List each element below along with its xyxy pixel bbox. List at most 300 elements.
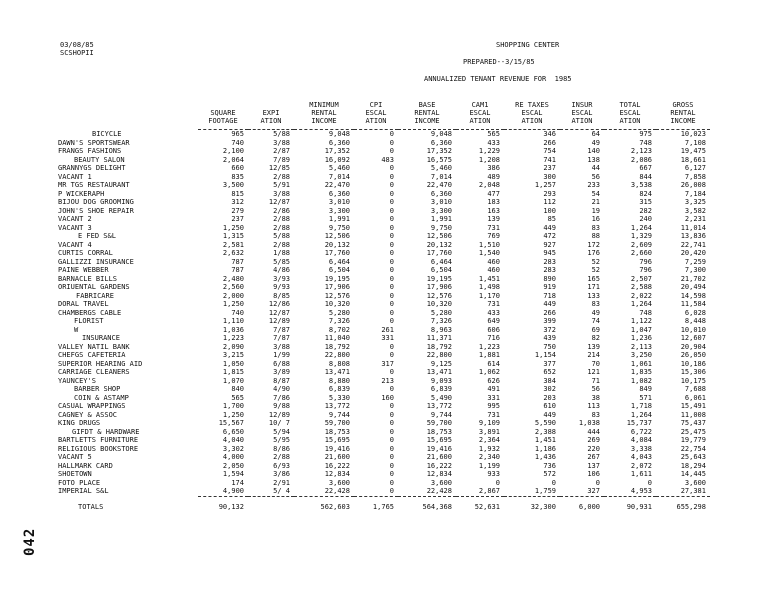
table-cell: 1,038: [578, 419, 600, 427]
table-row: [58, 377, 710, 386]
table-cell: 15,695: [426, 436, 452, 444]
report-title: SHOPPING CENTER: [496, 41, 560, 49]
table-cell: 165: [587, 274, 600, 283]
table-cell: 13,471: [324, 368, 350, 376]
tenant-name: VALLEY NATIL BANK: [58, 342, 130, 351]
table-cell: 5,590: [534, 419, 556, 427]
table-cell: 1,122: [630, 317, 652, 325]
table-cell: 736: [543, 461, 556, 470]
tenant-name: MR TGS RESTAURANT: [58, 181, 130, 189]
table-cell: 444: [587, 427, 600, 436]
table-cell: 5,280: [328, 308, 350, 317]
table-cell: 919: [543, 283, 556, 291]
totals-cell: [248, 496, 294, 513]
table-cell: 18,753: [426, 427, 452, 436]
table-cell: 2/86: [273, 206, 290, 215]
table-cell: 1/88: [273, 249, 290, 257]
table-cell: 74: [591, 317, 600, 325]
table-cell: 0: [389, 402, 394, 410]
table-cell: 2,022: [630, 291, 652, 300]
table-cell: 1,436: [534, 453, 556, 461]
table-cell: 12,506: [426, 232, 452, 240]
tenant-name: BICYCLE: [92, 129, 122, 138]
table-cell: 13,471: [426, 368, 452, 376]
table-cell: 7,014: [328, 172, 350, 181]
table-cell: 266: [543, 138, 556, 147]
table-cell: 75,437: [680, 419, 706, 427]
tenant-name: CURTIS CORRAL: [58, 249, 113, 257]
table-cell: 12/87: [268, 198, 290, 206]
tenant-name: HALLMARK CARD: [58, 461, 113, 470]
table-cell: 0: [389, 419, 394, 427]
tenant-revenue-table: [58, 91, 710, 513]
table-cell: 267: [587, 453, 600, 461]
table-cell: 83: [591, 300, 600, 308]
table-cell: 12/86: [268, 300, 290, 308]
table-cell: 282: [639, 206, 652, 215]
table-cell: 160: [381, 393, 394, 402]
table-cell: 5,490: [430, 393, 452, 402]
table-cell: 7/87: [273, 334, 290, 342]
table-cell: 0: [595, 478, 600, 487]
table-cell: 3,600: [430, 478, 452, 487]
table-cell: 3/86: [273, 470, 290, 478]
table-cell: 1,540: [478, 249, 500, 257]
table-row: [58, 436, 710, 445]
table-cell: 372: [543, 325, 556, 334]
table-cell: 18,792: [426, 342, 452, 351]
table-cell: 2,560: [222, 283, 244, 291]
table-cell: 399: [543, 317, 556, 325]
table-row: [58, 479, 710, 488]
table-cell: 54: [591, 189, 600, 198]
table-cell: 12,607: [680, 334, 706, 342]
table-cell: 433: [487, 138, 500, 147]
table-cell: 433: [487, 308, 500, 317]
table-cell: 64: [591, 130, 600, 138]
table-cell: 0: [389, 232, 394, 240]
table-cell: 0: [389, 206, 394, 215]
table-cell: 5/88: [273, 232, 290, 240]
table-row: [58, 181, 710, 190]
table-cell: 6,464: [430, 257, 452, 266]
table-cell: 4,953: [630, 487, 652, 495]
table-cell: 0: [389, 427, 394, 436]
column-header: MINIMUM RENTAL INCOME: [309, 101, 339, 125]
table-cell: 214: [587, 351, 600, 359]
table-cell: 2,100: [222, 147, 244, 155]
table-cell: 1,510: [478, 240, 500, 249]
tenant-name: ORIUENTAL GARDENS: [58, 283, 130, 291]
table-cell: 610: [543, 402, 556, 410]
table-cell: 16: [591, 215, 600, 223]
table-cell: 1,236: [630, 334, 652, 342]
table-cell: 606: [487, 325, 500, 334]
table-cell: 12/87: [268, 308, 290, 317]
table-cell: 237: [231, 215, 244, 223]
table-cell: 1,451: [534, 436, 556, 444]
tenant-name: KING DRUGS: [58, 419, 101, 427]
table-cell: 137: [587, 461, 600, 470]
table-cell: 312: [231, 198, 244, 206]
table-cell: 139: [587, 342, 600, 351]
table-cell: 1,250: [222, 410, 244, 419]
column-header: CAM1 ESCAL ATION: [469, 101, 491, 125]
table-cell: 331: [381, 334, 394, 342]
table-cell: 731: [487, 223, 500, 232]
table-cell: 1,257: [534, 181, 556, 189]
table-cell: 0: [389, 223, 394, 232]
table-cell: 8,448: [684, 317, 706, 325]
table-row: [58, 487, 710, 496]
table-cell: 6,061: [684, 393, 706, 402]
table-cell: 927: [543, 240, 556, 249]
tenant-name: IMPERIAL S&L: [58, 487, 109, 496]
tenant-name: INSURANCE: [82, 334, 120, 342]
tenant-name: VACANT 5: [58, 453, 92, 461]
table-cell: 754: [543, 147, 556, 155]
table-cell: 56: [591, 172, 600, 181]
table-row: [58, 428, 710, 437]
table-cell: 5,330: [328, 393, 350, 402]
table-cell: 2,086: [630, 155, 652, 164]
table-cell: 233: [587, 181, 600, 189]
table-cell: 2,090: [222, 342, 244, 351]
table-cell: 0: [389, 461, 394, 470]
table-cell: 489: [487, 172, 500, 181]
table-cell: 106: [587, 470, 600, 478]
table-cell: 2,507: [630, 274, 652, 283]
column-header: BASE RENTAL INCOME: [414, 101, 440, 125]
table-cell: 2,340: [478, 453, 500, 461]
table-cell: 18,753: [324, 427, 350, 436]
table-cell: 10/ 7: [268, 419, 290, 427]
table-cell: 15,695: [324, 436, 350, 444]
table-cell: 82: [591, 334, 600, 342]
table-cell: 2,364: [478, 436, 500, 444]
table-cell: 25,475: [680, 427, 706, 436]
table-row: [58, 241, 710, 250]
table-cell: 113: [587, 402, 600, 410]
table-cell: 2,609: [630, 240, 652, 249]
table-cell: 112: [543, 198, 556, 206]
tenant-name: YAUNCEY'S: [58, 376, 96, 385]
table-cell: 460: [487, 266, 500, 274]
table-cell: 1,229: [478, 147, 500, 155]
table-cell: 8,808: [328, 359, 350, 368]
table-cell: 19,416: [324, 444, 350, 453]
table-cell: 20,420: [680, 249, 706, 257]
table-cell: 20,132: [426, 240, 452, 249]
table-cell: 5,460: [328, 164, 350, 172]
table-cell: 176: [587, 249, 600, 257]
table-row: [58, 258, 710, 267]
column-header-row: [58, 91, 710, 125]
table-cell: 18,294: [680, 461, 706, 470]
totals-cell: 1,765: [354, 496, 398, 513]
table-cell: 203: [543, 393, 556, 402]
table-cell: 377: [543, 359, 556, 368]
table-cell: 2/88: [273, 172, 290, 181]
table-cell: 1,062: [478, 368, 500, 376]
totals-cell: 90,931: [604, 496, 656, 513]
table-cell: 849: [639, 385, 652, 393]
table-cell: 1,611: [630, 470, 652, 478]
table-cell: 2,660: [630, 249, 652, 257]
table-cell: 5/ 4: [273, 487, 290, 495]
table-cell: 3,250: [630, 351, 652, 359]
table-cell: 0: [389, 147, 394, 155]
table-cell: 1,047: [630, 325, 652, 334]
table-cell: 14,598: [680, 291, 706, 300]
table-cell: 237: [543, 164, 556, 172]
table-cell: 3,891: [478, 427, 500, 436]
table-cell: 6,464: [328, 257, 350, 266]
table-cell: 17,352: [324, 147, 350, 155]
table-cell: 3,300: [430, 206, 452, 215]
table-cell: 18,661: [680, 155, 706, 164]
table-cell: 660: [231, 164, 244, 172]
table-row: [58, 198, 710, 207]
table-cell: 4/86: [273, 266, 290, 274]
table-cell: 10,175: [680, 376, 706, 385]
table-cell: 4,043: [630, 453, 652, 461]
table-cell: 10,320: [324, 300, 350, 308]
table-cell: 748: [639, 308, 652, 317]
table-cell: 138: [587, 155, 600, 164]
table-cell: 7,014: [430, 172, 452, 181]
table-cell: 21: [591, 198, 600, 206]
table-cell: 6,360: [430, 138, 452, 147]
table-cell: 667: [639, 164, 652, 172]
table-cell: 11,008: [680, 410, 706, 419]
table-row: [58, 207, 710, 216]
table-cell: 59,700: [426, 419, 452, 427]
table-cell: 0: [389, 351, 394, 359]
tenant-name: JOHN'S SHOE REPAIR: [58, 206, 134, 215]
table-cell: 1,991: [328, 215, 350, 223]
table-cell: 17,906: [324, 283, 350, 291]
table-cell: 0: [389, 342, 394, 351]
table-cell: 7/89: [273, 155, 290, 164]
table-cell: 1/99: [273, 351, 290, 359]
table-cell: 20,132: [324, 240, 350, 249]
table-cell: 21,702: [680, 274, 706, 283]
table-cell: 769: [487, 232, 500, 240]
table-cell: 1,932: [478, 444, 500, 453]
table-cell: 0: [389, 291, 394, 300]
table-row: [58, 215, 710, 224]
prepared-date: PREPARED--3/15/85: [463, 58, 535, 66]
table-cell: 2/88: [273, 453, 290, 461]
table-cell: 220: [587, 444, 600, 453]
table-cell: 1,759: [534, 487, 556, 495]
table-cell: 22,741: [680, 240, 706, 249]
tenant-name: FABRICARE: [76, 291, 114, 300]
table-cell: 7,108: [684, 138, 706, 147]
table-cell: 269: [587, 436, 600, 444]
table-cell: 6,360: [430, 189, 452, 198]
table-cell: 9,750: [430, 223, 452, 232]
table-cell: 2,072: [630, 461, 652, 470]
table-cell: 2,113: [630, 342, 652, 351]
table-cell: 1,315: [222, 232, 244, 240]
table-cell: 8,702: [328, 325, 350, 334]
column-header: INSUR ESCAL ATION: [571, 101, 593, 125]
table-row: [58, 164, 710, 173]
table-cell: 1,199: [478, 461, 500, 470]
table-cell: 3,302: [222, 444, 244, 453]
table-cell: 0: [389, 385, 394, 393]
table-cell: 933: [487, 470, 500, 478]
table-cell: 15,567: [218, 419, 244, 427]
totals-cell: 655,298: [656, 496, 710, 513]
table-cell: 6,504: [328, 266, 350, 274]
table-cell: 0: [389, 130, 394, 138]
table-cell: 0: [389, 164, 394, 172]
table-cell: 0: [389, 181, 394, 189]
table-cell: 163: [487, 206, 500, 215]
table-cell: 15,306: [680, 368, 706, 376]
table-cell: 2,480: [222, 274, 244, 283]
table-cell: 0: [389, 308, 394, 317]
table-cell: 439: [543, 334, 556, 342]
totals-cell: 90,132: [198, 496, 248, 513]
table-cell: 7,300: [684, 266, 706, 274]
table-cell: 449: [543, 410, 556, 419]
tenant-name: PAINE WEBBER: [58, 266, 109, 274]
table-cell: 5/88: [273, 130, 290, 138]
table-cell: 52: [591, 257, 600, 266]
totals-cell: 32,300: [504, 496, 560, 513]
table-row: [58, 130, 710, 139]
table-cell: 1,250: [222, 223, 244, 232]
table-cell: 140: [587, 147, 600, 155]
table-cell: 2,000: [222, 291, 244, 300]
table-cell: 3,600: [684, 478, 706, 487]
table-cell: 315: [639, 198, 652, 206]
table-cell: 22,470: [426, 181, 452, 189]
table-cell: 100: [543, 206, 556, 215]
table-row: [58, 249, 710, 258]
table-cell: 9,125: [430, 359, 452, 368]
table-cell: 6,839: [328, 385, 350, 393]
totals-cell: 6,000: [560, 496, 604, 513]
table-cell: 4,084: [630, 436, 652, 444]
table-row: [58, 300, 710, 309]
table-cell: 1,082: [630, 376, 652, 385]
table-cell: 300: [543, 172, 556, 181]
table-cell: 17,352: [426, 147, 452, 155]
table-cell: 2/87: [273, 147, 290, 155]
table-cell: 3,010: [328, 198, 350, 206]
table-row: [58, 326, 710, 335]
table-cell: 26,008: [680, 181, 706, 189]
table-cell: 384: [543, 376, 556, 385]
table-cell: 266: [543, 308, 556, 317]
table-cell: 9/93: [273, 283, 290, 291]
table-cell: 346: [543, 130, 556, 138]
table-row: [58, 462, 710, 471]
table-cell: 2,231: [684, 215, 706, 223]
table-row: [58, 292, 710, 301]
table-cell: 8/85: [273, 291, 290, 300]
table-cell: 171: [587, 283, 600, 291]
table-row: [58, 190, 710, 199]
table-cell: 293: [543, 189, 556, 198]
table-cell: 22,800: [426, 351, 452, 359]
table-cell: 11,040: [324, 334, 350, 342]
table-cell: 1,264: [630, 410, 652, 419]
table-row: [58, 385, 710, 394]
table-cell: 49: [591, 138, 600, 147]
table-cell: 19,195: [426, 274, 452, 283]
table-cell: 5/94: [273, 427, 290, 436]
table-row: [58, 283, 710, 292]
table-cell: 731: [487, 300, 500, 308]
table-cell: 19,475: [680, 147, 706, 155]
tenant-name: VACANT 2: [58, 215, 92, 223]
table-cell: 13,836: [680, 232, 706, 240]
table-cell: 283: [543, 257, 556, 266]
table-cell: 19,195: [324, 274, 350, 283]
table-cell: 2,048: [478, 181, 500, 189]
table-row: [58, 351, 710, 360]
table-cell: 796: [639, 257, 652, 266]
table-cell: 2/88: [273, 223, 290, 232]
tenant-name: SUPERIOR HEARING AID: [58, 359, 143, 368]
table-cell: 386: [487, 164, 500, 172]
table-cell: 571: [639, 393, 652, 402]
table-cell: 0: [389, 189, 394, 198]
table-cell: 3/93: [273, 274, 290, 283]
table-cell: 1,250: [222, 300, 244, 308]
table-cell: 3/88: [273, 342, 290, 351]
table-cell: 22,428: [324, 487, 350, 495]
table-row: [58, 343, 710, 352]
table-cell: 649: [487, 317, 500, 325]
table-cell: 5,280: [430, 308, 452, 317]
table-cell: 0: [495, 478, 500, 487]
table-cell: 8/86: [273, 444, 290, 453]
table-cell: 740: [231, 308, 244, 317]
tenant-name: P WICKERAPH: [58, 189, 105, 198]
table-cell: 10,023: [680, 130, 706, 138]
table-cell: 133: [587, 291, 600, 300]
table-cell: 4,000: [222, 453, 244, 461]
table-cell: 7/86: [273, 393, 290, 402]
tenant-name: BARBER SHOP: [74, 385, 121, 393]
table-cell: 3,010: [430, 198, 452, 206]
table-cell: 0: [389, 317, 394, 325]
table-cell: 13,772: [324, 402, 350, 410]
tenant-name: DORAL TRAVEL: [58, 300, 109, 308]
column-header: [58, 91, 198, 125]
table-cell: 1,264: [630, 300, 652, 308]
table-cell: 13,772: [426, 402, 452, 410]
table-cell: 1,451: [478, 274, 500, 283]
table-cell: 483: [381, 155, 394, 164]
table-cell: 1,154: [534, 351, 556, 359]
table-cell: 449: [543, 223, 556, 232]
table-cell: 5/91: [273, 181, 290, 189]
tenant-name: VACANT 1: [58, 172, 92, 181]
table-cell: 6,839: [430, 385, 452, 393]
table-cell: 16,222: [426, 461, 452, 470]
table-cell: 1,264: [630, 223, 652, 232]
table-cell: 472: [543, 232, 556, 240]
table-cell: 1,208: [478, 155, 500, 164]
